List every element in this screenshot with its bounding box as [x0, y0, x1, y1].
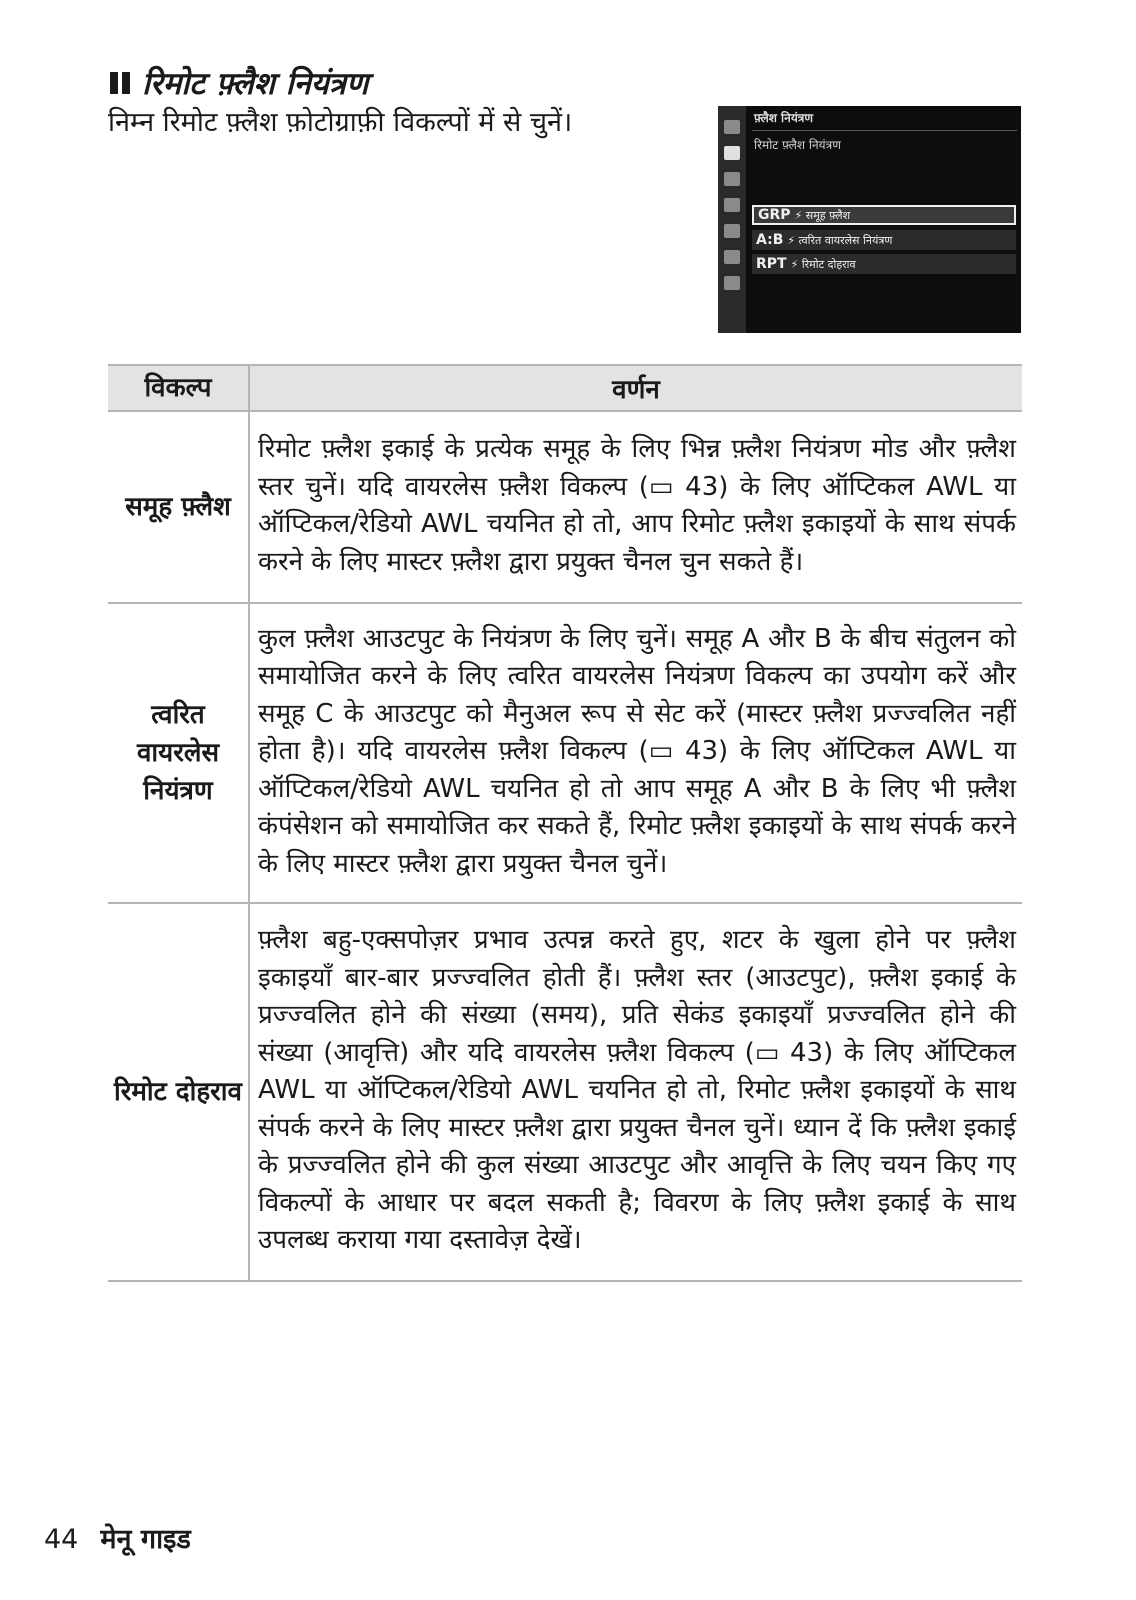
option-code: A:B — [756, 232, 784, 248]
section-heading — [110, 62, 368, 104]
camera-menu-sidebar — [718, 106, 746, 333]
flash-icon: ⚡ — [787, 233, 796, 247]
header-description: वर्णन — [249, 365, 1022, 411]
playback-icon — [724, 120, 740, 134]
heading-marker-icon — [110, 72, 130, 94]
option-label: रिमोट दोहराव — [801, 257, 856, 271]
wrench-icon — [724, 224, 740, 238]
option-description: फ़्लैश बहु-एक्सपोज़र प्रभाव उत्पन्न करते हुए, शटर के खुला होने पर फ़्लैश इकाइयाँ बार-बार प्रज्ज्वलित होती हैं। फ़्लैश स्तर (आउटपुट), फ़्लैश इकाई के प्रज्ज्वलित होने की संख्या (समय), प्रति सेकंड इकाइयाँ प्रज्ज्वलित होने की संख्या (आवृत्ति) और यदि वायरलेस फ़्लैश विकल्प (▭ 43) के लिए ऑप्टिकल AWL या ऑप्टिकल/रेडियो AWL चयनित हो तो, रिमोट फ़्लैश इकाइयों के साथ संपर्क करने के लिए मास्टर फ़्लैश द्वारा प्रयुक्त चैनल चुनें। ध्यान दें कि फ़्लैश इकाई के प्रज्ज्वलित होने की कुल संख्या आउटपुट और आवृत्ति के लिए चयन किए गए विकल्पों के आधार पर बदल सकती है; विवरण के लिए फ़्लैश इकाई के साथ उपलब्ध कराया गया दस्तावेज़ देखें। — [249, 903, 1022, 1281]
option-name: समूह फ़्लैश — [108, 411, 249, 603]
table-header-row — [108, 365, 1022, 411]
camera-menu-divider — [752, 130, 1017, 131]
option-description: रिमोट फ़्लैश इकाई के प्रत्येक समूह के लिए भिन्न फ़्लैश नियंत्रण मोड और फ़्लैश स्तर चुनें। यदि वायरलेस फ़्लैश विकल्प (▭ 43) के लिए ऑप्टिकल AWL या ऑप्टिकल/रेडियो AWL चयनित हो तो, आप रिमोट फ़्लैश इकाइयों के साथ संपर्क करने के लिए मास्टर फ़्लैश द्वारा प्रयुक्त चैनल चुन सकते हैं। — [249, 411, 1022, 603]
header-option: विकल्प — [108, 365, 249, 411]
page-footer — [44, 1519, 191, 1556]
option-name: त्वरित वायरलेस नियंत्रण — [108, 603, 249, 903]
flash-icon: ⚡ — [794, 208, 803, 222]
option-description: कुल फ़्लैश आउटपुट के नियंत्रण के लिए चुनें। समूह A और B के बीच संतुलन को समायोजित करने के लिए त्वरित वायरलेस नियंत्रण विकल्प का उपयोग करें और समूह C के आउटपुट को मैनुअल रूप से सेट करें (मास्टर फ़्लैश प्रज्ज्वलित नहीं होता है)। यदि वायरलेस फ़्लैश विकल्प (▭ 43) के लिए ऑप्टिकल AWL या ऑप्टिकल/रेडियो AWL चयनित हो तो आप समूह A और B के लिए भी फ़्लैश कंपंसेशन को समायोजित कर सकते हैं, रिमोट फ़्लैश इकाइयों के साथ संपर्क करने के लिए मास्टर फ़्लैश द्वारा प्रयुक्त चैनल चुनें। — [249, 603, 1022, 903]
camera-menu-screenshot — [718, 106, 1021, 333]
camera-icon — [724, 146, 740, 160]
camera-option-remote-repeat — [752, 254, 1016, 274]
option-label: त्वरित वायरलेस नियंत्रण — [798, 233, 893, 247]
camera-menu-title: फ़्लैश नियंत्रण — [754, 111, 814, 125]
option-name: रिमोट दोहराव — [108, 903, 249, 1281]
heading-title: रिमोट फ़्लैश नियंत्रण — [142, 66, 369, 102]
camera-submenu-title: रिमोट फ़्लैश नियंत्रण — [754, 138, 841, 152]
pencil-icon — [724, 198, 740, 212]
flash-icon: ⚡ — [790, 257, 799, 271]
page-number: 44 — [44, 1524, 79, 1555]
option-code: GRP — [758, 207, 791, 223]
movie-icon — [724, 172, 740, 186]
retouch-icon — [724, 250, 740, 264]
options-table — [108, 364, 1022, 1282]
my-menu-icon — [724, 276, 740, 290]
section-name: मेनू गाइड — [100, 1524, 191, 1555]
camera-option-group-flash — [752, 205, 1016, 225]
table-row — [108, 603, 1022, 903]
option-code: RPT — [756, 256, 787, 272]
table-row — [108, 903, 1022, 1281]
intro-text: निम्न रिमोट फ़्लैश फ़ोटोग्राफ़ी विकल्पों में से चुनें। — [108, 107, 573, 138]
table-row — [108, 411, 1022, 603]
option-label: समूह फ़्लैश — [805, 208, 851, 222]
camera-option-quick-wireless — [752, 230, 1016, 250]
